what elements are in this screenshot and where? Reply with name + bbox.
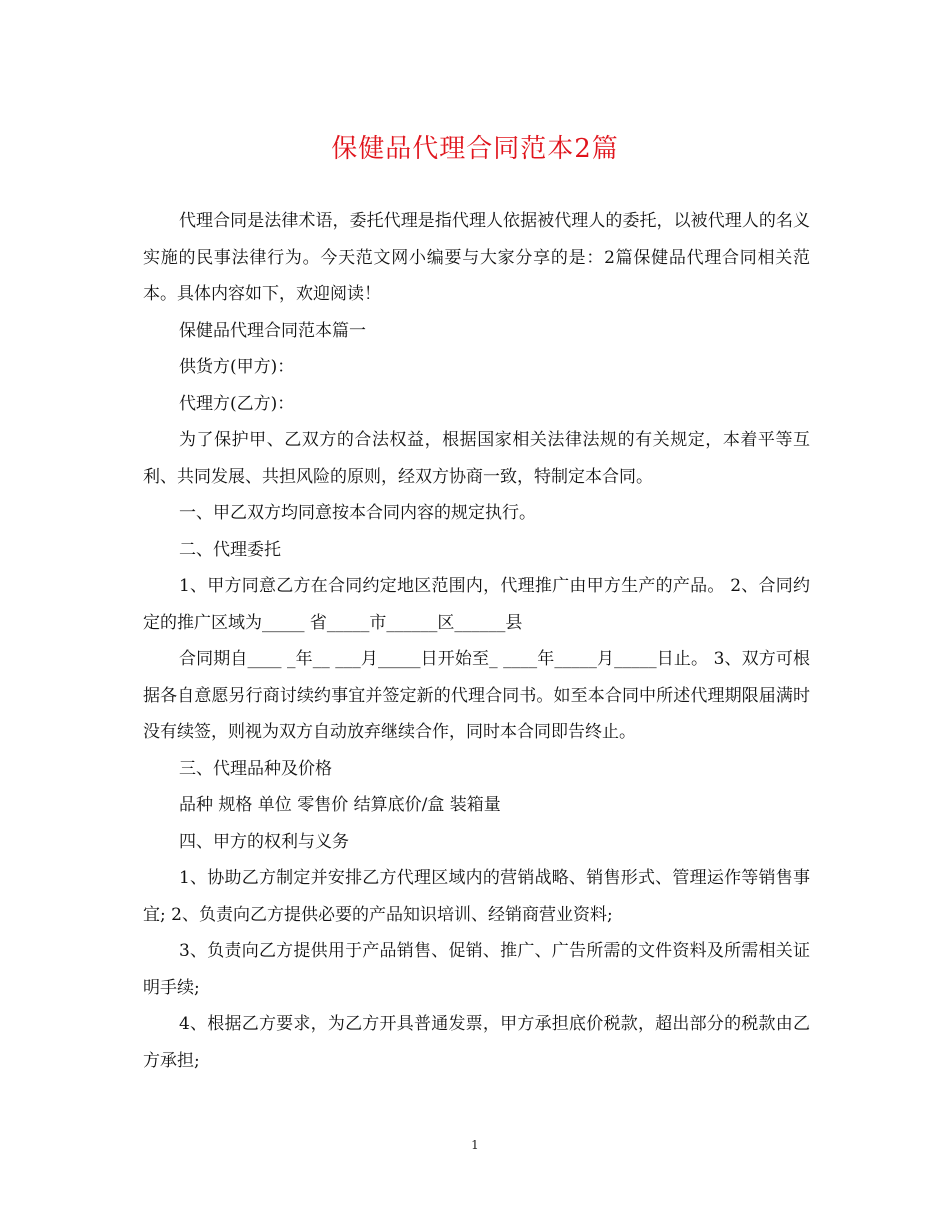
party-b-line: 代理方(乙方)： bbox=[179, 393, 295, 414]
page-number: 1 bbox=[471, 1138, 479, 1152]
document-title: 保健品代理合同范本2篇 bbox=[331, 134, 619, 164]
product-table-header-line: 品种 规格 单位 零售价 结算底价/盒 装箱量 bbox=[179, 795, 501, 815]
clause-four-item-1-2: 1、协助乙方制定并安排乙方代理区域内的营销战略、销售形式、管理运作等销售事宜; 2、负责向乙方提供必要的产品知识培训、经销商营业资料; bbox=[143, 868, 810, 925]
party-a-line: 供货方(甲方)： bbox=[179, 357, 295, 377]
clause-four-item-4: 4、根据乙方要求，为乙方开具普通发票，甲方承担底价税款，超出部分的税款由乙方承担; bbox=[143, 1014, 810, 1071]
clause-four-heading: 四、甲方的权利与义务 bbox=[179, 831, 349, 852]
clause-two-heading: 二、代理委托 bbox=[179, 539, 281, 560]
section-heading-contract-one: 保健品代理合同范本篇一 bbox=[179, 320, 366, 341]
document-body bbox=[143, 203, 810, 1079]
clause-two-item-1-2: 1、甲方同意乙方在合同约定地区范围内，代理推广由甲方生产的产品。 2、合同约定的推广区域为_____ 省_____市______区______县 bbox=[143, 576, 810, 633]
intro-paragraph: 代理合同是法律术语，委托代理是指代理人依据被代理人的委托，以被代理人的名义实施的民事法律行为。今天范文网小编要与大家分享的是：2篇保健品代理合同相关范本。具体内容如下，欢迎阅读！ bbox=[143, 211, 810, 304]
clause-one: 一、甲乙双方均同意按本合同内容的规定执行。 bbox=[179, 503, 536, 523]
preamble-paragraph: 为了保护甲、乙双方的合法权益，根据国家相关法律法规的有关规定，本着平等互利、共同发展、共担风险的原则，经双方协商一致，特制定本合同。 bbox=[143, 430, 810, 487]
clause-two-term-paragraph: 合同期自____ _年__ ___月_____日开始至_ ____年_____月_____日止。 3、双方可根据各自意愿另行商讨续约事宜并签定新的代理合同书。如至本合同中所述代理期限届满时没有续签，则视为双方自动放弃继续合作，同时本合同即告终止。 bbox=[143, 649, 810, 742]
clause-four-item-3: 3、负责向乙方提供用于产品销售、促销、推广、广告所需的文件资料及所需相关证明手续; bbox=[143, 941, 810, 998]
clause-three-heading: 三、代理品种及价格 bbox=[179, 758, 332, 779]
